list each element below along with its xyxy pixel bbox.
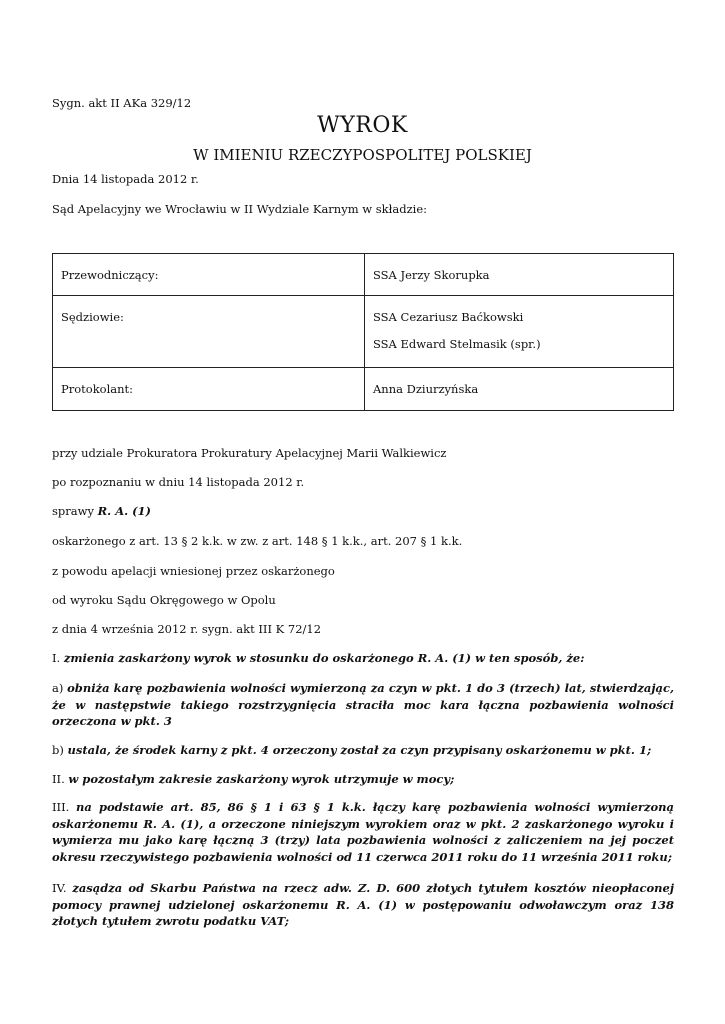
ruling-b-prefix: b) [52,743,68,757]
clerk-value: Anna Dziurzyńska [365,368,674,411]
ruling-2-prefix: II. [52,772,69,786]
accused-line: oskarżonego z art. 13 § 2 k.k. w zw. z art. 148 § 1 k.k., art. 207 § 1 k.k. [52,534,463,548]
panel-row-clerk [53,368,674,411]
court-line: Sąd Apelacyjny we Wrocławiu w II Wydziale Karnym w składzie: [52,202,427,216]
ruling-4 [52,880,674,930]
case-number: Sygn. akt II AKa 329/12 [52,96,192,110]
case-line [52,504,151,518]
hearing-line: po rozpoznaniu w dniu 14 listopada 2012 r. [52,475,305,489]
ruling-1-prefix: I. [52,651,64,665]
ruling-3 [52,799,674,865]
document-subtitle: W IMIENIU RZECZYPOSPOLITEJ POLSKIEJ [193,146,532,164]
ruling-1-text: zmienia zaskarżony wyrok w stosunku do oskarżonego R. A. (1) w ten sposób, że: [63,651,585,665]
ruling-a-text: obniża karę pozbawienia wolności wymierzoną za czyn w pkt. 1 do 3 (trzech) lat, stwierdzając, że w następstwie takiego rozstrzygnięcia straciła moc kara łączna pozbawienia wolności orzeczona w pkt. 3 [52,681,675,728]
panel-row-judges [53,296,674,368]
clerk-label: Protokolant: [53,368,365,411]
case-prefix: sprawy [52,504,98,518]
ruling-1 [52,650,674,667]
judge-2: SSA Edward Stelmasik (spr.) [373,337,541,351]
court-panel-table [52,253,674,411]
panel-row-chair [53,254,674,296]
prosecutor-line: przy udziale Prokuratora Prokuratury Apelacyjnej Marii Walkiewicz [52,446,447,460]
judges-cell [365,296,674,368]
judge-1: SSA Cezariusz Baćkowski [373,310,524,324]
from-judgment-line: od wyroku Sądu Okręgowego w Opolu [52,593,276,607]
ruling-a [52,680,674,730]
ruling-3-prefix: III. [52,800,77,814]
chair-label: Przewodniczący: [53,254,365,296]
ruling-4-prefix: IV. [52,881,73,895]
judges-label: Sędziowie: [53,296,365,368]
ruling-b [52,742,674,759]
ruling-4-text: zasądza od Skarbu Państwa na rzecz adw. Z. D. 600 złotych tytułem kosztów nieopłaconej pomocy prawnej udzielonej oskarżonemu R. A. (1) w postępowaniu odwoławczym oraz 138 złotych tytułem zwrotu podatku VAT; [52,881,674,928]
ruling-3-text: na podstawie art. 85, 86 § 1 i 63 § 1 k.k. łączy karę pozbawienia wolności wymierzoną oskarżonemu R. A. (1), a orzeczone niniejszym wyrokiem oraz w pkt. 2 zaskarżonego wyroku i wymierza mu jako karę łączną 3 (trzy) lata pozbawienia wolności z zaliczeniem na jej poczet okresu rzeczywistego pozbawienia wolności od 11 czerwca 2011 roku do 11 września 2011 roku; [52,800,674,864]
ruling-b-text: ustala, że środek karny z pkt. 4 orzeczony został za czyn przypisany oskarżonemu w pkt. 1; [67,743,652,757]
chair-value: SSA Jerzy Skorupka [365,254,674,296]
appeal-line: z powodu apelacji wniesionej przez oskarżonego [52,564,335,578]
case-party: R. A. (1) [97,504,152,518]
judgment-date-line: z dnia 4 września 2012 r. sygn. akt III K 72/12 [52,622,322,636]
ruling-2-text: w pozostałym zakresie zaskarżony wyrok utrzymuje w mocy; [68,772,455,786]
ruling-a-prefix: a) [52,681,68,695]
document-title: WYROK [317,113,408,138]
ruling-2 [52,771,674,788]
date-line: Dnia 14 listopada 2012 r. [52,172,199,186]
